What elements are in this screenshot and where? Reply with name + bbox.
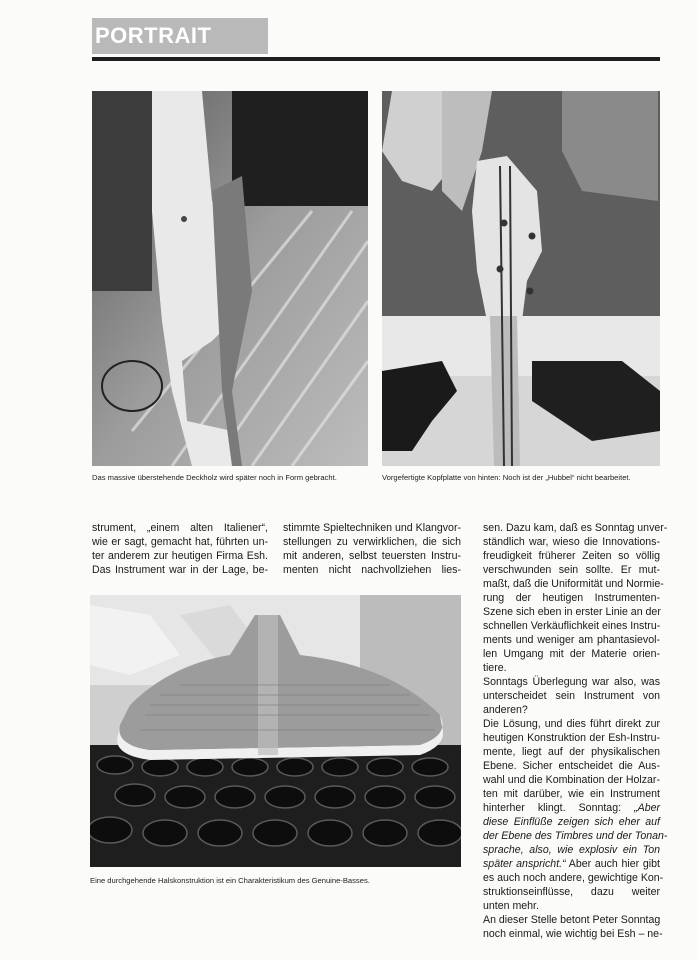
quote-fragment: „Aber (634, 802, 660, 814)
text-line: strument, „einem alten Italiener“, (92, 522, 268, 534)
photo-headstock (382, 91, 660, 466)
quote-fragment: später anspricht.“ (483, 858, 566, 870)
text-line: Sonntags Überlegung war also, was (483, 676, 660, 688)
paragraph (483, 913, 663, 941)
section-header (92, 18, 268, 54)
text-line: unterscheidet sein Instrument von (483, 690, 660, 702)
quote-line: der Ebene des Timbres und der Tonan- (483, 830, 668, 842)
text-line: Szene sich eben in erster Linie an der (483, 606, 661, 618)
text-line: Das Instrument war in der Lage, be- (92, 564, 268, 576)
text-column-2 (283, 521, 461, 577)
text-line: Ebene. Sicher entscheidet die Aus- (483, 760, 660, 772)
text-column-3 (483, 521, 668, 941)
text-line: An dieser Stelle betont Peter Sonntag (483, 914, 661, 926)
photo-caption: Eine durchgehende Halskonstruktion ist ein Charakteristikum des Genuine-Basses. (90, 876, 370, 885)
text-line: struktionseinflüsse, dazu weiter (483, 886, 660, 898)
text-fragment: Aber auch hier gibt (565, 858, 660, 870)
text-line: sen. Dazu kam, daß es Sonntag unver- (483, 522, 668, 534)
text-line: len Umgang mit der Materie orien- (483, 648, 660, 660)
text-line: wahl und die Kombination der Holzar- (483, 774, 660, 786)
text-line: noch einmal, wie wichtig bei Esh – ne- (483, 928, 663, 940)
text-line: tiere. (483, 662, 507, 674)
paragraph (483, 521, 668, 675)
text-line (483, 857, 660, 871)
header-rule (92, 57, 660, 61)
quote-line: sprache, also, wie explosiv ein Ton (483, 844, 660, 856)
text-line: wie er sagt, gemacht hat, führten un- (92, 536, 268, 548)
text-line: ständlich war, wieso die Innovations- (483, 536, 660, 548)
text-line: Die Lösung, und dies führt direkt zur (483, 718, 660, 730)
text-line: stellungen zu verwirklichen, die sich (283, 536, 461, 548)
text-line: ments und weniger am phantasievol- (483, 634, 660, 646)
text-line: mente, liegt auf der physikalischen (483, 746, 660, 758)
text-line: schnellen Verkäuflichkeit eines Instru- (483, 620, 661, 632)
text-line: ten mit darüber, wie ein Instrument (483, 788, 660, 800)
text-line: verschwunden sein sollte. Er mut- (483, 564, 660, 576)
photo-bass-body (90, 595, 461, 867)
paragraph (483, 717, 668, 913)
photo-caption: Das massive überstehende Deckholz wird später noch in Form gebracht. (92, 473, 337, 482)
text-line: ter anderem zur heutigen Firma Esh. (92, 550, 268, 562)
text-line: es auch noch andere, gewichtige Kon- (483, 872, 664, 884)
paragraph (483, 675, 660, 717)
text-line: heutigen Konstruktion der Esh-Instru- (483, 732, 660, 744)
text-line: maßt, daß die Uniformität und Normie- (483, 578, 664, 590)
section-label: PORTRAIT (95, 23, 212, 48)
text-line: unten mehr. (483, 900, 539, 912)
text-column-1 (92, 521, 268, 577)
text-line: menten nicht nachvollziehen lies- (283, 564, 461, 576)
photo-body-edge (92, 91, 368, 466)
text-line: mit anderen, selbst teuersten Instru- (283, 550, 461, 562)
text-line: rung der heutigen Instrumenten- (483, 592, 660, 604)
text-line (483, 801, 660, 815)
text-line: anderen? (483, 704, 528, 716)
text-line: stimmte Spieltechniken und Klangvor- (283, 522, 461, 534)
text-line: freudigkeit früherer Zeiten so völlig (483, 550, 660, 562)
quote-line: diese Einflüße zeigen sich eher auf (483, 816, 660, 828)
photo-caption: Vorgefertigte Kopfplatte von hinten: Noch ist der „Hubbel“ nicht bearbeitet. (382, 473, 631, 482)
text-fragment: hinterher klingt. Sonntag: (483, 802, 635, 814)
